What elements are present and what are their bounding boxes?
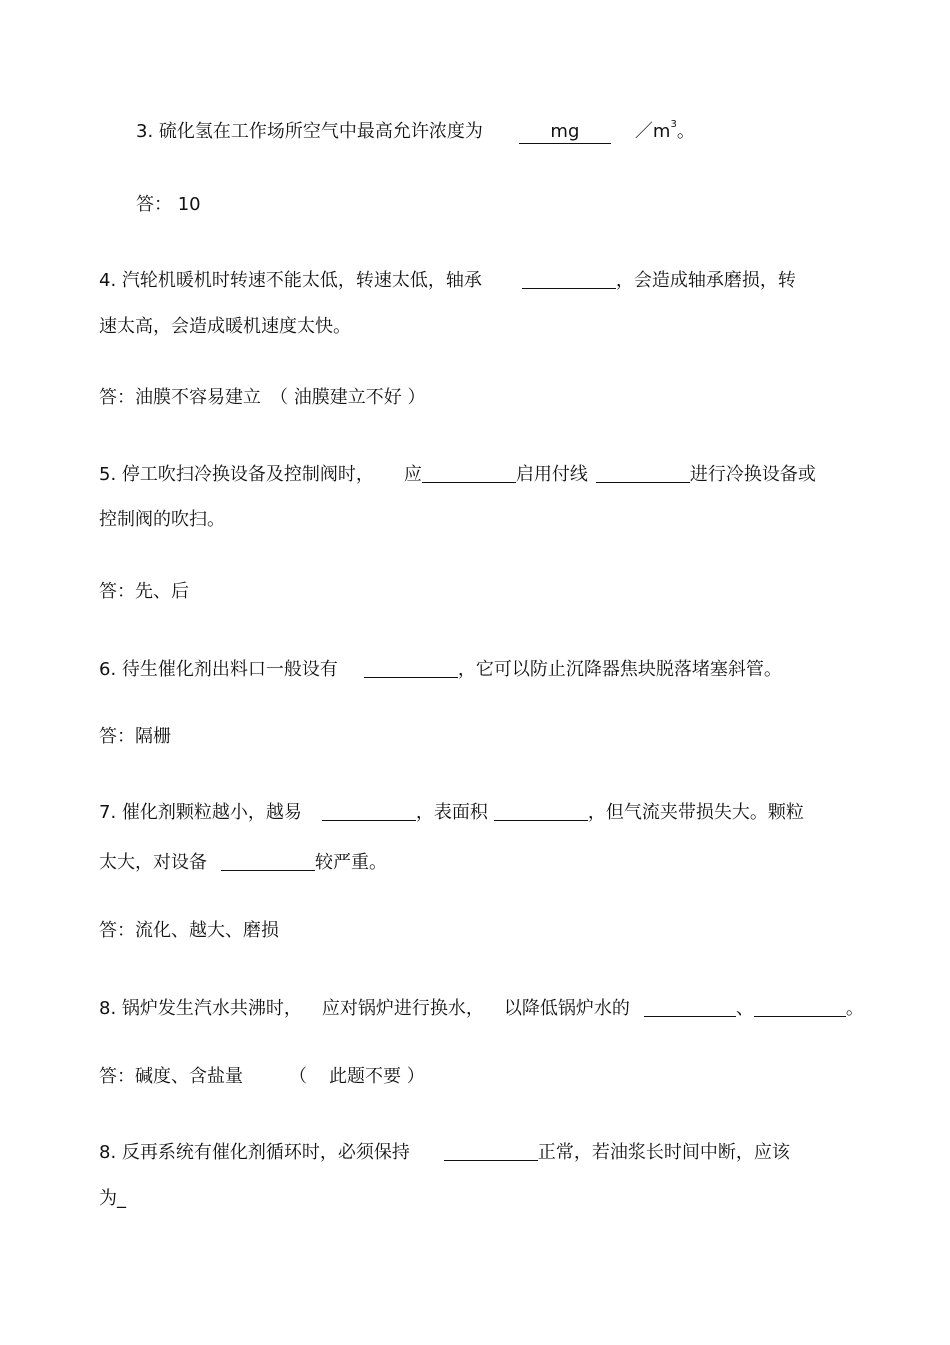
question-3-suffix: 。 — [676, 121, 695, 142]
question-7-blank-2[interactable] — [494, 800, 588, 821]
question-8a-answer-paren: （ — [289, 1066, 307, 1087]
question-8b-line-2: 为_ — [99, 1188, 126, 1209]
question-5-text-b: 应 — [403, 464, 422, 485]
question-7-answer: 答：流化、越大、磨损 — [99, 920, 279, 941]
question-3-text: 3. 硫化氢在工作场所空气中最高允许浓度为 — [136, 121, 483, 142]
question-3 — [136, 120, 695, 147]
question-8b-text-suffix: 正常，若油浆长时间中断，应该 — [537, 1142, 790, 1163]
question-3-blank[interactable] — [519, 123, 611, 144]
question-7-text-a: 7. 催化剂颗粒越小，越易 — [99, 802, 302, 823]
question-8a-text-a: 8. 锅炉发生汽水共沸时， — [99, 998, 302, 1019]
question-7-blank-3[interactable] — [221, 850, 315, 871]
question-3-superscript: 3 — [670, 119, 677, 130]
question-7-line-2 — [99, 847, 387, 875]
question-4-text-suffix: ，会造成轴承磨损，转 — [615, 270, 796, 291]
question-8b-text: 8. 反再系统有催化剂循环时，必须保持 — [99, 1142, 410, 1163]
question-8a-line-1 — [99, 993, 864, 1021]
question-8a-answer-note: 此题不要 ） — [329, 1066, 425, 1087]
question-4-answer: 答：油膜不容易建立 （ 油膜建立不好 ） — [99, 387, 426, 408]
question-3-answer: 答： 10 — [136, 194, 201, 215]
question-7-line-1 — [99, 797, 804, 825]
question-5-blank-2[interactable] — [596, 462, 690, 483]
question-3-unit: ／m — [634, 121, 671, 142]
question-5-text-d: 进行冷换设备或 — [689, 464, 816, 485]
question-4-blank[interactable] — [522, 268, 616, 289]
question-4-line-1 — [99, 265, 796, 293]
question-7-text-e: 较严重。 — [315, 852, 387, 873]
question-8a-blank-2[interactable] — [754, 996, 846, 1017]
question-6-text-suffix: ，它可以防止沉降器焦块脱落堵塞斜管。 — [457, 659, 782, 680]
question-5-blank-1[interactable] — [422, 462, 516, 483]
question-8a-text-c: 以降低锅炉水的 — [503, 998, 630, 1019]
question-8a-end: 。 — [845, 998, 864, 1019]
question-8a-text-b: 应对锅炉进行换水， — [321, 998, 484, 1019]
question-8b-blank[interactable] — [444, 1140, 538, 1161]
question-3-blank-value: mg — [550, 121, 580, 142]
question-4-line-2: 速太高，会造成暖机速度太快。 — [99, 316, 351, 337]
question-6-blank[interactable] — [364, 657, 458, 678]
question-4-text: 4. 汽轮机暖机时转速不能太低，转速太低，轴承 — [99, 270, 482, 291]
question-6-text: 6. 待生催化剂出料口一般设有 — [99, 659, 338, 680]
question-5-line-1 — [99, 459, 816, 487]
question-5-text-c: 启用付线 — [515, 464, 588, 485]
question-7-text-d: 太大，对设备 — [99, 852, 207, 873]
question-7-text-b: ，表面积 — [415, 802, 488, 823]
question-5-text-a: 5. 停工吹扫冷换设备及控制阀时， — [99, 464, 374, 485]
question-6-answer: 答：隔栅 — [99, 726, 171, 747]
question-8b-line-1 — [99, 1137, 790, 1165]
question-8a-blank-1[interactable] — [644, 996, 736, 1017]
question-7-text-c: ，但气流夹带损失大。颗粒 — [587, 802, 804, 823]
question-8a-answer — [99, 1065, 425, 1089]
question-8a-answer-text: 答：碱度、含盐量 — [99, 1066, 243, 1087]
question-6-line-1 — [99, 654, 782, 682]
question-5-answer: 答：先、后 — [99, 581, 189, 602]
question-8a-separator: 、 — [735, 998, 754, 1019]
question-7-blank-1[interactable] — [322, 800, 416, 821]
question-5-line-2: 控制阀的吹扫。 — [99, 509, 225, 530]
